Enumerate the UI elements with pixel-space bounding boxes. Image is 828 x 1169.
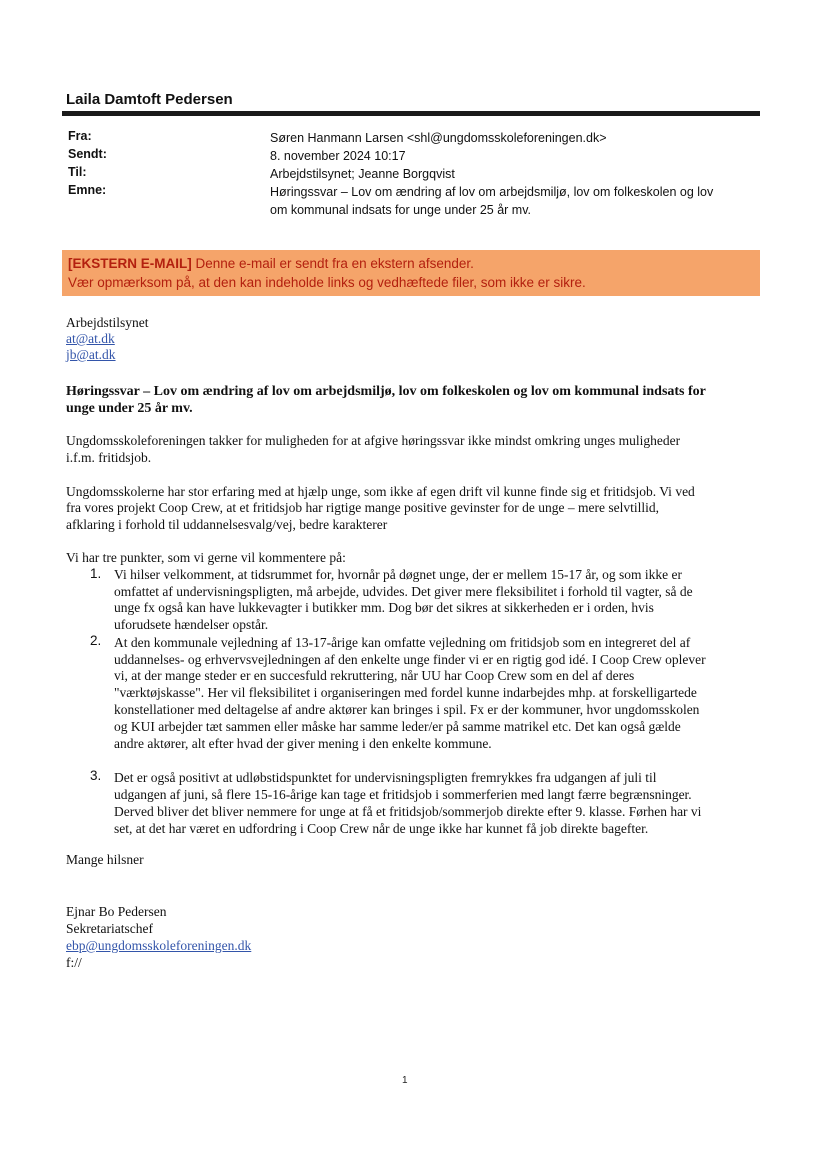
closing: Mange hilsner: [66, 852, 144, 867]
header-rule: [62, 111, 760, 116]
signature-title: Sekretariatschef: [66, 921, 153, 936]
item-1-line-3: unge fx også kan have lukkevagter i butikker mm. Dog bør det sikres at sikkerheden er i orden, hvis: [114, 600, 654, 615]
para2-line-3: afklaring i forhold til uddannelsesvalg/vej, bedre karakterer: [66, 517, 388, 532]
item-2-line-1: At den kommunale vejledning af 13-17-årige kan omfatte vejledning om fritidsjob som en integreret del af: [114, 635, 691, 650]
to-value: Arbejdstilsynet; Jeanne Borgqvist: [270, 167, 455, 181]
para1-line-2: i.f.m. fritidsjob.: [66, 450, 152, 465]
banner-text-1: Denne e-mail er sendt fra en ekstern afsender.: [191, 256, 474, 271]
recipient-org: Arbejdstilsynet: [66, 315, 149, 330]
item-3-line-2: udgangen af juni, så flere 15-16-årige kan tage et fritidsjob i sommerferien med langt færre begrænsninger.: [114, 787, 692, 802]
to-label: Til:: [68, 165, 87, 179]
item-3-line-1: Det er også positivt at udløbstidspunktet for undervisningspligten fremrykkes fra udgangen af juli til: [114, 770, 657, 785]
item-1-line-2: omfattet af undervisningspligten, må arbejde, udvides. Det giver mere fleksibilitet i forhold til vagter, så de: [114, 584, 693, 599]
para2-line-2: fra vores projekt Coop Crew, at et fritidsjob har rigtige mange positive gevinster for de unge – mere selvtillid,: [66, 500, 659, 515]
sent-value: 8. november 2024 10:17: [270, 149, 406, 163]
external-email-banner: [62, 250, 760, 296]
item-2-line-5: konstellationer med deltagelse af andre aktører kan bringes i spil. Fx er der kommuner, hvor ungdomsskolen: [114, 702, 700, 717]
item-2-line-4: "værktøjskasse". Her vil fleksibilitet i organiseringen med fordel kunne indarbejdes mhp. at forskelligartede: [114, 685, 697, 700]
item-2-line-6: og KUI arbejder tæt sammen eller måske har samme leder/er på samme matrikel etc. Det kan også gælde: [114, 719, 681, 734]
subject-label: Emne:: [68, 183, 107, 197]
item-2-line-2: uddannelses- og erhvervsvejledningen af den enkelte unge finder vi er en rigtig god idé. I Coop Crew oplever: [114, 652, 706, 667]
sent-label: Sendt:: [68, 147, 107, 161]
subject-line-1: Høringssvar – Lov om ændring af lov om arbejdsmiljø, lov om folkeskolen og lov: [270, 185, 714, 199]
item-2-number: 2.: [90, 633, 102, 648]
para1-line-1: Ungdomsskoleforeningen takker for muligheden for at afgive høringssvar ikke mindst omkring unges muligheder: [66, 433, 681, 448]
signature-email[interactable]: ebp@ungdomsskoleforeningen.dk: [66, 938, 252, 953]
body-heading-line-1: Høringssvar – Lov om ændring af lov om arbejdsmiljø, lov om folkeskolen og lov om kommunal indsats for: [66, 384, 706, 399]
page-number: 1: [402, 1075, 408, 1086]
signature-name: Ejnar Bo Pedersen: [66, 904, 167, 919]
item-1-line-4: uforudsete hændelser opstår.: [114, 617, 269, 632]
item-1-number: 1.: [90, 566, 102, 581]
item-2-line-7: andre aktører, alt efter hvad der giver mening i den enkelte kommune.: [114, 736, 492, 751]
from-value: Søren Hanmann Larsen <shl@ungdomsskoleforeningen.dk>: [270, 131, 607, 145]
item-3-line-4: set, at det har været en udfordring i Coop Crew når de unge ikke har kunnet få job direkte bagefter.: [114, 821, 649, 836]
list-intro: Vi har tre punkter, som vi gerne vil kommentere på:: [66, 550, 346, 565]
sender-name: Laila Damtoft Pedersen: [66, 91, 233, 108]
subject-line-2: om kommunal indsats for unge under 25 år mv.: [270, 203, 532, 217]
item-2-line-3: vi, at der mange steder er en succesfuld rekruttering, når UU har Coop Crew som en del af deres: [114, 668, 635, 683]
banner-tag: [EKSTERN E-MAIL]: [68, 256, 192, 271]
recipient-email-1[interactable]: at@at.dk: [66, 331, 115, 346]
item-3-number: 3.: [90, 768, 102, 783]
para2-line-1: Ungdomsskolerne har stor erfaring med at hjælp unge, som ikke af egen drift vil kunne finde sig et fritidsjob. Vi ved: [66, 484, 695, 499]
body-heading-line-2: unge under 25 år mv.: [66, 401, 193, 416]
item-1-line-1: Vi hilser velkomment, at tidsrummet for, hvornår på døgnet unge, der er mellem 15-17 år, og som ikke er: [114, 567, 682, 582]
from-label: Fra:: [68, 129, 92, 143]
recipient-email-2[interactable]: jb@at.dk: [66, 347, 116, 362]
item-3-line-3: Derved bliver det bliver nemmere for unge at få et fritidsjob/sommerjob direkte efter 9. klasse. Førhen har vi: [114, 804, 702, 819]
banner-line-1: [68, 256, 474, 271]
signature-extra: f://: [66, 955, 82, 970]
banner-line-2: Vær opmærksom på, at den kan indeholde links og vedhæftede filer, som ikke er sikre.: [68, 275, 586, 290]
